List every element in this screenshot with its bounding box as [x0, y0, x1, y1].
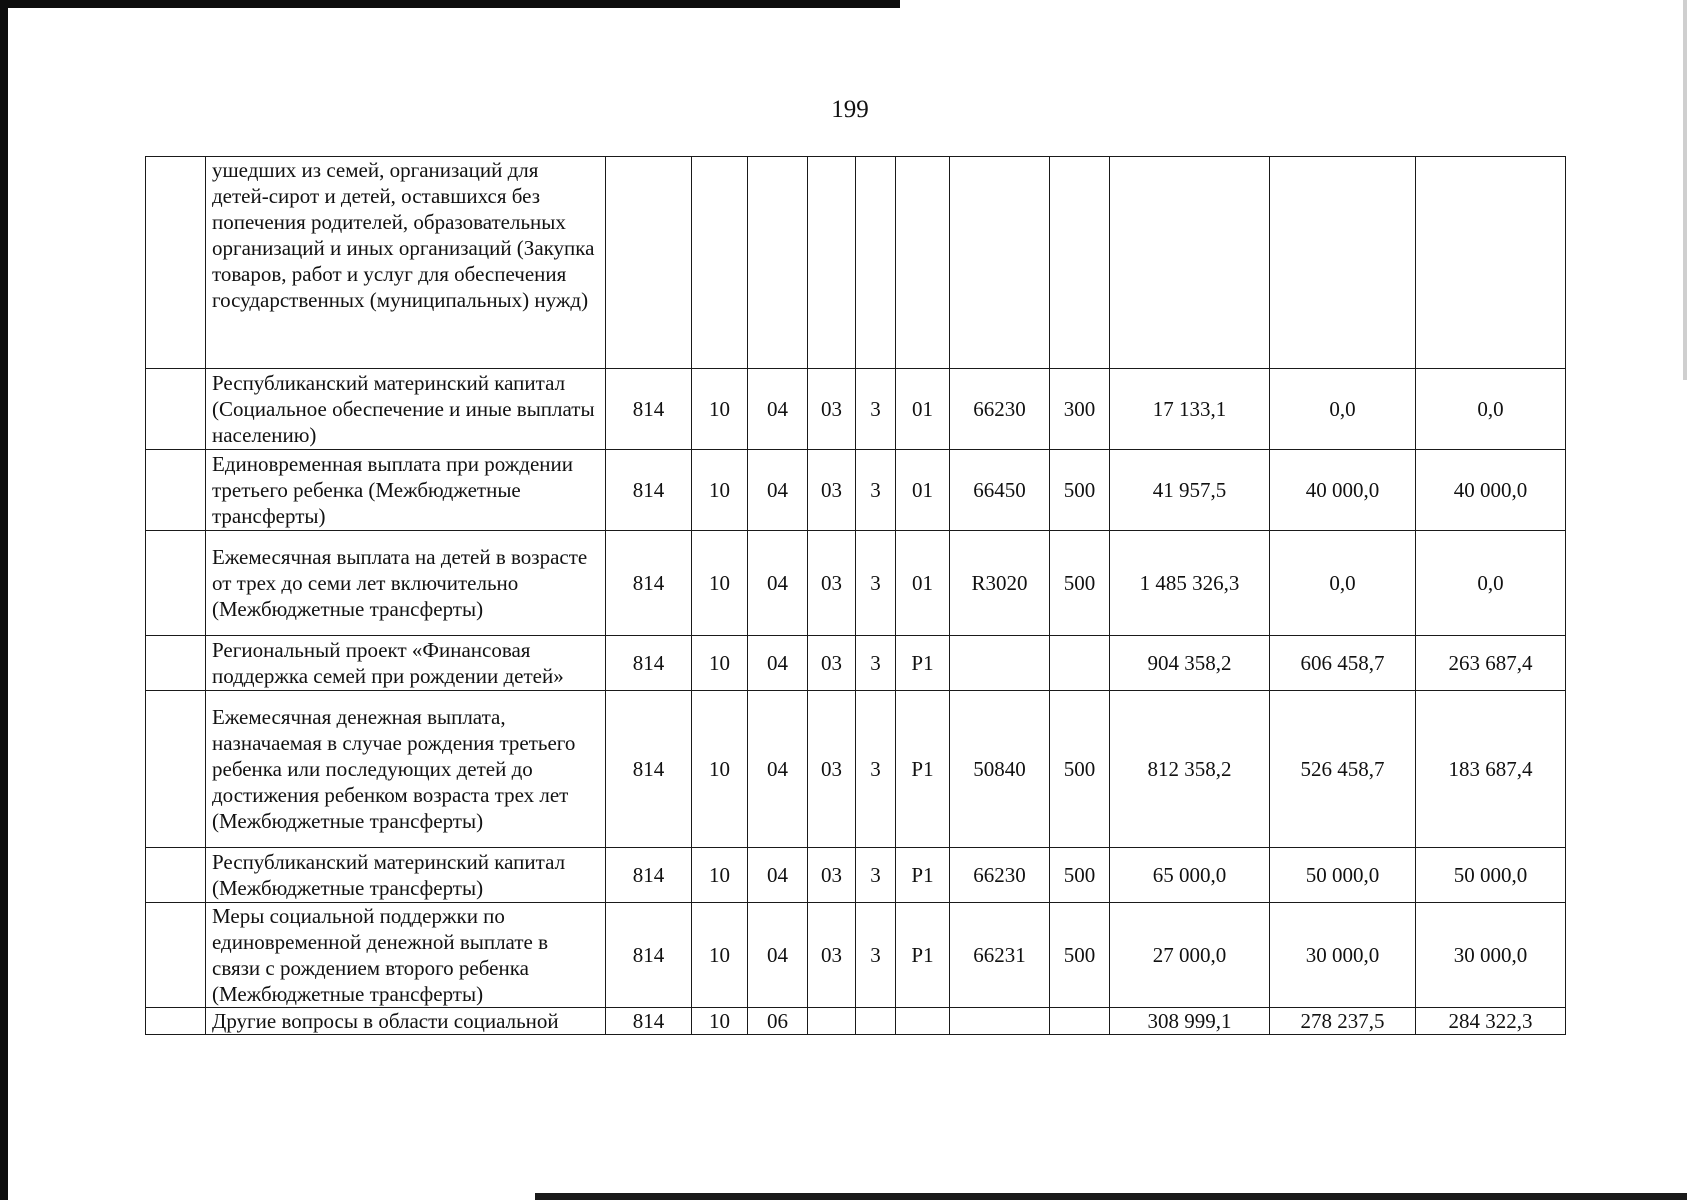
subprogram-code: 3	[856, 636, 896, 691]
main-event-code: P1	[896, 691, 950, 848]
expense-type-code	[1050, 1008, 1110, 1035]
subsection-code: 04	[748, 450, 808, 531]
amount-2: 278 237,5	[1270, 1008, 1416, 1035]
row-name: Республиканский материнский капитал (Межбюджетные трансферты)	[206, 848, 606, 903]
amount-2: 50 000,0	[1270, 848, 1416, 903]
subsection-code: 04	[748, 691, 808, 848]
expense-type-code	[1050, 636, 1110, 691]
row-name: Региональный проект «Финансовая поддержка семей при рождении детей»	[206, 636, 606, 691]
expense-type-code: 500	[1050, 531, 1110, 636]
amount-2: 606 458,7	[1270, 636, 1416, 691]
amount-1: 65 000,0	[1110, 848, 1270, 903]
direction-code: 66450	[950, 450, 1050, 531]
subsection-code: 04	[748, 848, 808, 903]
table-row	[146, 691, 1566, 848]
subsection-code: 04	[748, 369, 808, 450]
amount-1: 904 358,2	[1110, 636, 1270, 691]
main-event-code: P1	[896, 903, 950, 1008]
amount-3: 40 000,0	[1416, 450, 1566, 531]
amount-3: 0,0	[1416, 369, 1566, 450]
main-event-code: 01	[896, 369, 950, 450]
section-code: 10	[692, 369, 748, 450]
expense-type-code	[1050, 157, 1110, 369]
row-name: Ежемесячная денежная выплата, назначаемая в случае рождения третьего ребенка или последующих детей до достижения ребенком возраста трех лет (Межбюджетные трансферты)	[206, 691, 606, 848]
main-event-code: 01	[896, 450, 950, 531]
program-code: 03	[808, 691, 856, 848]
direction-code	[950, 157, 1050, 369]
main-event-code	[896, 1008, 950, 1035]
amount-2: 0,0	[1270, 369, 1416, 450]
main-event-code: 01	[896, 531, 950, 636]
section-code: 10	[692, 636, 748, 691]
direction-code: R3020	[950, 531, 1050, 636]
amount-3: 50 000,0	[1416, 848, 1566, 903]
program-code	[808, 1008, 856, 1035]
table-row	[146, 157, 1566, 369]
subprogram-code: 3	[856, 450, 896, 531]
amount-3: 0,0	[1416, 531, 1566, 636]
main-event-code: P1	[896, 848, 950, 903]
amount-1: 27 000,0	[1110, 903, 1270, 1008]
expense-type-code: 500	[1050, 903, 1110, 1008]
ministry-code	[606, 157, 692, 369]
ministry-code: 814	[606, 903, 692, 1008]
amount-2: 30 000,0	[1270, 903, 1416, 1008]
row-blank-cell	[146, 848, 206, 903]
ministry-code: 814	[606, 691, 692, 848]
amount-1: 812 358,2	[1110, 691, 1270, 848]
table-row	[146, 903, 1566, 1008]
amount-1: 1 485 326,3	[1110, 531, 1270, 636]
subprogram-code: 3	[856, 369, 896, 450]
subsection-code: 04	[748, 903, 808, 1008]
row-blank-cell	[146, 1008, 206, 1035]
expense-type-code: 300	[1050, 369, 1110, 450]
program-code: 03	[808, 848, 856, 903]
page-number: 199	[831, 96, 869, 123]
table-row	[146, 1008, 1566, 1035]
row-blank-cell	[146, 531, 206, 636]
amount-1: 17 133,1	[1110, 369, 1270, 450]
section-code: 10	[692, 848, 748, 903]
ministry-code: 814	[606, 450, 692, 531]
program-code: 03	[808, 369, 856, 450]
program-code	[808, 157, 856, 369]
amount-3: 284 322,3	[1416, 1008, 1566, 1035]
expense-type-code: 500	[1050, 450, 1110, 531]
direction-code	[950, 636, 1050, 691]
subprogram-code: 3	[856, 691, 896, 848]
amount-1	[1110, 157, 1270, 369]
subsection-code	[748, 157, 808, 369]
subsection-code: 04	[748, 531, 808, 636]
amount-2	[1270, 157, 1416, 369]
main-event-code: P1	[896, 636, 950, 691]
section-code: 10	[692, 903, 748, 1008]
row-blank-cell	[146, 157, 206, 369]
section-code: 10	[692, 531, 748, 636]
program-code: 03	[808, 531, 856, 636]
row-blank-cell	[146, 691, 206, 848]
row-blank-cell	[146, 450, 206, 531]
ministry-code: 814	[606, 848, 692, 903]
subprogram-code: 3	[856, 903, 896, 1008]
row-blank-cell	[146, 369, 206, 450]
subprogram-code: 3	[856, 848, 896, 903]
amount-3: 263 687,4	[1416, 636, 1566, 691]
subprogram-code	[856, 157, 896, 369]
row-name: Республиканский материнский капитал (Социальное обеспечение и иные выплаты населению)	[206, 369, 606, 450]
section-code: 10	[692, 450, 748, 531]
direction-code: 66231	[950, 903, 1050, 1008]
ministry-code: 814	[606, 369, 692, 450]
section-code: 10	[692, 1008, 748, 1035]
program-code: 03	[808, 903, 856, 1008]
table-row	[146, 848, 1566, 903]
direction-code: 66230	[950, 369, 1050, 450]
amount-3: 183 687,4	[1416, 691, 1566, 848]
row-name: Другие вопросы в области социальной	[206, 1008, 606, 1035]
scan-border-bottom	[535, 1193, 1687, 1200]
scan-border-right	[1683, 0, 1687, 380]
expense-type-code: 500	[1050, 691, 1110, 848]
direction-code	[950, 1008, 1050, 1035]
amount-2: 40 000,0	[1270, 450, 1416, 531]
subsection-code: 04	[748, 636, 808, 691]
budget-table	[145, 156, 1566, 1035]
row-name: Ежемесячная выплата на детей в возрасте от трех до семи лет включительно (Межбюджетные трансферты)	[206, 531, 606, 636]
ministry-code: 814	[606, 636, 692, 691]
scan-border-top	[0, 0, 900, 8]
amount-3	[1416, 157, 1566, 369]
amount-2: 526 458,7	[1270, 691, 1416, 848]
row-name: ушедших из семей, организаций для детей-сирот и детей, оставшихся без попечения родителей, образовательных организаций и иных организаций (Закупка товаров, работ и услуг для обеспечения государственных (муниципальных) нужд)	[206, 157, 606, 369]
program-code: 03	[808, 636, 856, 691]
row-blank-cell	[146, 903, 206, 1008]
scan-border-left	[0, 0, 8, 1200]
amount-2: 0,0	[1270, 531, 1416, 636]
table-row	[146, 450, 1566, 531]
row-blank-cell	[146, 636, 206, 691]
direction-code: 50840	[950, 691, 1050, 848]
amount-1: 41 957,5	[1110, 450, 1270, 531]
table-row	[146, 369, 1566, 450]
ministry-code: 814	[606, 1008, 692, 1035]
main-event-code	[896, 157, 950, 369]
ministry-code: 814	[606, 531, 692, 636]
table-row	[146, 531, 1566, 636]
table-row	[146, 636, 1566, 691]
row-name: Единовременная выплата при рождении третьего ребенка (Межбюджетные трансферты)	[206, 450, 606, 531]
amount-1: 308 999,1	[1110, 1008, 1270, 1035]
section-code: 10	[692, 691, 748, 848]
direction-code: 66230	[950, 848, 1050, 903]
expense-type-code: 500	[1050, 848, 1110, 903]
program-code: 03	[808, 450, 856, 531]
subprogram-code	[856, 1008, 896, 1035]
amount-3: 30 000,0	[1416, 903, 1566, 1008]
section-code	[692, 157, 748, 369]
row-name: Меры социальной поддержки по единовременной денежной выплате в связи с рождением второго ребенка (Межбюджетные трансферты)	[206, 903, 606, 1008]
subprogram-code: 3	[856, 531, 896, 636]
subsection-code: 06	[748, 1008, 808, 1035]
